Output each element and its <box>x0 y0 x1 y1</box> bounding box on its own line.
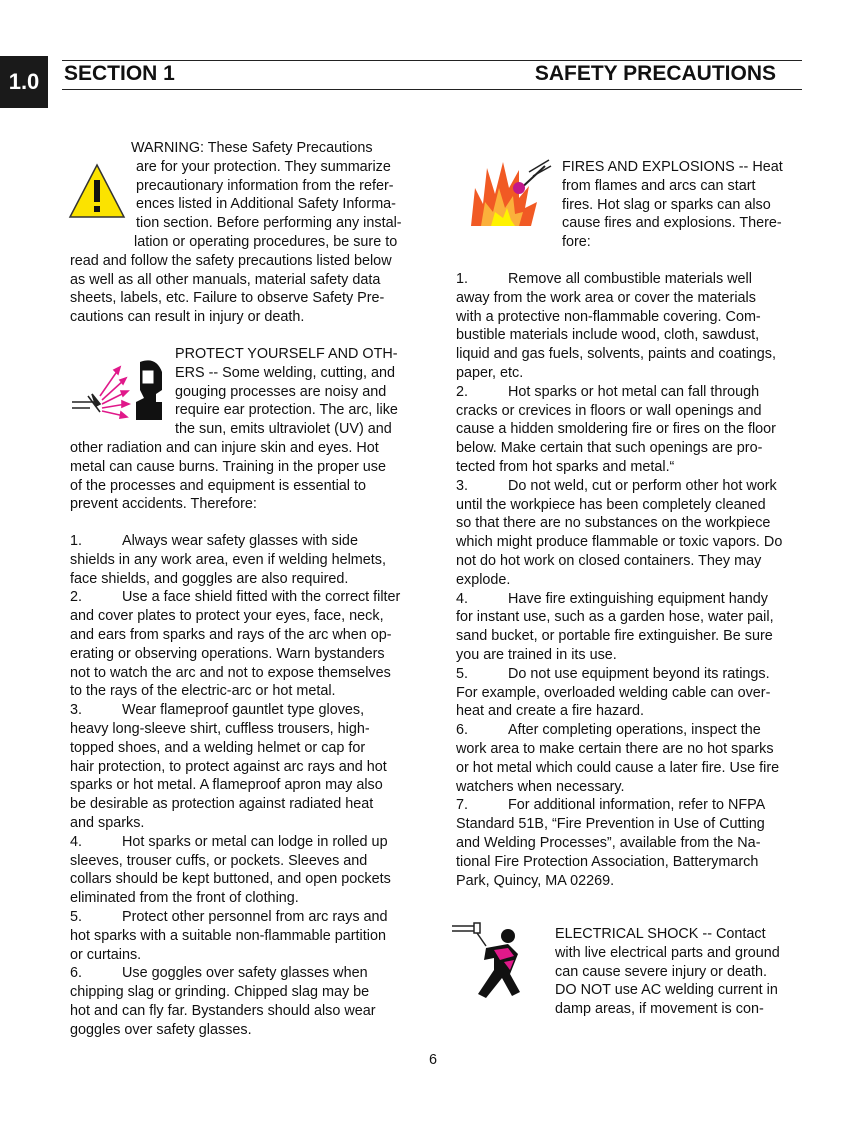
item-text: For additional information, refer to NFPA <box>508 797 766 814</box>
list-item-text: tional Fire Protection Association, Batterymarch <box>456 853 759 870</box>
list-item-text: away from the work area or cover the materials <box>456 289 756 306</box>
item-text: Have fire extinguishing equipment handy <box>508 590 768 607</box>
item-number: 1. <box>70 533 83 549</box>
item-text: Wear flameproof gauntlet type gloves, <box>122 702 365 719</box>
warning-line: precautionary information from the refer- <box>136 177 394 194</box>
list-item-text: which might produce flammable or toxic vapors. Do <box>456 534 783 551</box>
list-item-text: face shields, and goggles are also required. <box>70 570 349 587</box>
list-item-text: with a protective non-flammable covering. Com- <box>456 308 761 325</box>
list-item-text: cause a hidden smoldering fire or fires on the floor <box>456 421 776 438</box>
list-item-text: shields in any work area, even if welding helmets, <box>70 551 386 568</box>
list-item-text: heavy long-sleeve shirt, cuffless trousers, high- <box>70 720 370 737</box>
list-item-text: explode. <box>456 571 511 588</box>
item-text: Do not use equipment beyond its ratings. <box>508 665 770 682</box>
list-item-text: collars should be kept buttoned, and open pockets <box>70 871 391 888</box>
list-item-text: liquid and gas fuels, solvents, paints and coatings, <box>456 346 776 363</box>
list-item <box>70 908 400 927</box>
list-item <box>456 477 782 496</box>
item-number: 3. <box>456 477 469 494</box>
list-item-text: topped shoes, and a welding helmet or cap for <box>70 739 366 756</box>
list-item-text: hot and can fly far. Bystanders should also wear <box>70 1002 376 1019</box>
list-item-text: and cover plates to protect your eyes, face, neck, <box>70 608 384 625</box>
list-item-text: to the rays of the electric-arc or hot metal. <box>70 683 336 700</box>
item-text: Use a face shield fitted with the correct filter <box>122 589 401 606</box>
list-item-text: For example, overloaded welding cable can over- <box>456 684 771 701</box>
protect-line: gouging processes are noisy and <box>175 383 387 400</box>
header-top-rule <box>62 60 802 61</box>
item-text: After completing operations, inspect the <box>508 722 761 739</box>
item-number: 3. <box>70 702 83 719</box>
list-item <box>456 721 782 740</box>
list-item-text: sand bucket, or portable fire extinguisher. Be sure <box>456 628 773 645</box>
list-item-text: sleeves, trouser cuffs, or pockets. Sleeves and <box>70 852 368 869</box>
item-text: Remove all combustible materials well <box>508 271 752 287</box>
list-item-text: tected from hot sparks and metal.“ <box>456 458 675 475</box>
electric-line: with live electrical parts and ground <box>555 944 780 961</box>
fires-line: from flames and arcs can start <box>562 177 756 194</box>
list-item <box>70 588 400 607</box>
list-item-text: watchers when necessary. <box>456 778 625 795</box>
warning-line: read and follow the safety precautions listed below <box>70 252 392 269</box>
list-item-text: and Welding Processes”, available from the Na- <box>456 834 761 851</box>
page-number: 6 <box>428 1052 437 1068</box>
list-item-text: so that there are no substances on the workpiece <box>456 515 771 532</box>
list-item-text: hair protection, to protect against arc rays and hot <box>70 758 387 775</box>
fires-line: fires. Hot slag or sparks can also <box>562 196 771 213</box>
item-number: 6. <box>70 965 83 982</box>
list-item-text: chipping slag or grinding. Chipped slag may be <box>70 984 370 1001</box>
list-item-text: paper, etc. <box>456 364 524 381</box>
list-item-text: until the workpiece has been completely cleaned <box>456 496 766 513</box>
protect-line: the sun, emits ultraviolet (UV) and <box>175 421 392 438</box>
list-item-text: for instant use, such as a garden hose, water pail, <box>456 609 774 626</box>
electric-line: DO NOT use AC welding current in <box>555 982 778 999</box>
item-number: 4. <box>70 833 83 850</box>
electric-line: can cause severe injury or death. <box>555 963 767 980</box>
protect-line: PROTECT YOURSELF AND OTH- <box>175 346 398 362</box>
list-item <box>456 383 782 402</box>
item-number: 5. <box>70 908 83 925</box>
list-item <box>70 833 400 852</box>
item-text: Hot sparks or hot metal can fall through <box>508 383 760 400</box>
protect-line: ERS -- Some welding, cutting, and <box>175 364 395 381</box>
item-number: 6. <box>456 722 469 739</box>
item-number: 7. <box>456 797 469 814</box>
section-title: SAFETY PRECAUTIONS <box>534 62 776 85</box>
warning-paragraph <box>70 139 402 327</box>
list-item-text: or curtains. <box>70 946 142 963</box>
electric-line: ELECTRICAL SHOCK -- Contact <box>555 926 766 942</box>
list-item-text: sparks or hot metal. A flameproof apron may also <box>70 777 383 794</box>
list-item-text: be desirable as protection against radiated heat <box>70 796 374 813</box>
item-number: 2. <box>70 589 83 606</box>
section-number-tab: 1.0 <box>0 56 48 108</box>
warning-line: sheets, labels, etc. Failure to observe Safety Pre- <box>70 290 385 307</box>
warning-line: as well as all other manuals, material safety data <box>70 271 381 288</box>
list-item-text: or hot metal which could cause a later fire. Use fire <box>456 759 780 776</box>
item-text: Do not weld, cut or perform other hot work <box>508 477 777 494</box>
list-item-text: Park, Quincy, MA 02269. <box>456 872 615 889</box>
list-item-text: hot sparks with a suitable non-flammable partition <box>70 927 386 944</box>
protect-paragraph <box>70 345 398 514</box>
warning-line: WARNING: These Safety Precautions <box>131 140 373 156</box>
protect-line: metal can cause burns. Training in the proper use <box>70 458 386 475</box>
list-item-text: work area to make certain there are no hot sparks <box>456 740 774 757</box>
list-item <box>456 590 782 609</box>
electric-paragraph <box>555 925 780 1019</box>
list-item-text: and sparks. <box>70 814 145 831</box>
list-item <box>456 796 782 815</box>
list-item-text: not do hot work on closed containers. They may <box>456 552 762 569</box>
fire-explosion-icon <box>467 158 553 228</box>
fires-paragraph <box>562 158 783 252</box>
section-label: SECTION 1 <box>64 62 175 85</box>
fires-line: cause fires and explosions. There- <box>562 215 782 232</box>
fires-list <box>456 270 782 890</box>
warning-line: lation or operating procedures, be sure to <box>134 233 398 250</box>
item-number: 5. <box>456 665 469 682</box>
protect-list <box>70 532 400 1040</box>
header-bottom-rule <box>62 89 802 90</box>
fires-line: fore: <box>562 234 591 251</box>
protect-line: prevent accidents. Therefore: <box>70 496 257 513</box>
list-item-text: Standard 51B, “Fire Prevention in Use of Cutting <box>456 816 765 833</box>
item-text: Hot sparks or metal can lodge in rolled up <box>122 833 388 850</box>
list-item-text: below. Make certain that such openings are pro- <box>456 440 763 457</box>
list-item <box>70 964 400 983</box>
protect-line: other radiation and can injure skin and eyes. Hot <box>70 439 379 456</box>
list-item <box>456 270 782 289</box>
item-number: 2. <box>456 383 469 400</box>
fires-line: FIRES AND EXPLOSIONS -- Heat <box>562 159 783 175</box>
list-item-text: goggles over safety glasses. <box>70 1021 252 1038</box>
warning-line: tion section. Before performing any instal- <box>136 215 402 232</box>
electric-line: damp areas, if movement is con- <box>555 1001 764 1018</box>
item-text: Always wear safety glasses with side <box>122 533 358 549</box>
list-item-text: and ears from sparks and rays of the arc when op- <box>70 626 392 643</box>
list-item-text: eliminated from the front of clothing. <box>70 890 299 907</box>
list-item-text: not to watch the arc and not to expose themselves <box>70 664 391 681</box>
warning-line: ences listed in Additional Safety Informa- <box>136 196 396 213</box>
item-number: 4. <box>456 590 469 607</box>
warning-line: are for your protection. They summarize <box>136 158 391 175</box>
item-text: Protect other personnel from arc rays and <box>122 908 388 925</box>
list-item <box>456 665 782 684</box>
warning-line: cautions can result in injury or death. <box>70 309 305 326</box>
item-number: 1. <box>456 271 469 287</box>
item-text: Use goggles over safety glasses when <box>122 965 368 982</box>
list-item-text: bustible materials include wood, cloth, sawdust, <box>456 327 760 344</box>
electric-shock-icon <box>446 920 550 1012</box>
protect-line: of the processes and equipment is essential to <box>70 477 366 494</box>
list-item-text: you are trained in its use. <box>456 646 617 663</box>
list-item <box>70 532 400 551</box>
list-item-text: erating or observing operations. Warn bystanders <box>70 645 385 662</box>
protect-line: require ear protection. The arc, like <box>175 402 398 419</box>
list-item-text: heat and create a fire hazard. <box>456 703 644 720</box>
list-item-text: cracks or crevices in floors or wall openings and <box>456 402 762 419</box>
list-item <box>70 701 400 720</box>
